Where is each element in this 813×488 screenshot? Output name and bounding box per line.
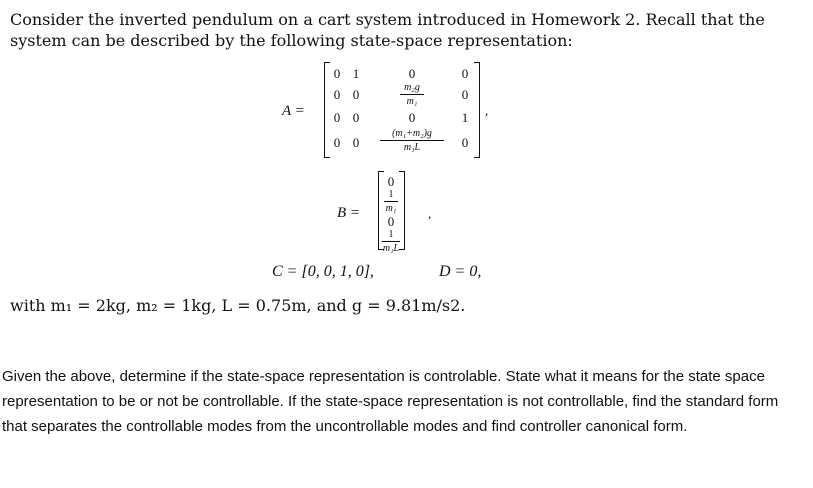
a23-fraction-bar [400,94,424,95]
a43-numerator: (m₁+m₂)g [392,128,432,139]
a41: 0 [333,135,341,150]
a44: 0 [461,135,469,150]
b3: 0 [387,214,395,229]
a43-fraction-bar [380,140,444,141]
a43-denominator: m₁L [403,142,421,153]
a21: 0 [333,87,341,102]
a43-fraction [374,128,450,153]
a22: 0 [352,87,360,102]
matrix-a-comma: , [485,103,489,118]
b4-fraction-bar [382,241,400,242]
matrix-a-right-bracket [474,62,480,158]
question-paragraph: Given the above, determine if the state-space representation is controlable. State what it means for the state space representation to be or not be controllable. If the state-space representation is not controllable, find the standard form that separates the controllable modes from the uncontrollable modes and find controller canonical form. [2,368,779,435]
a32: 0 [352,110,360,125]
matrix-a-label: A = [282,103,305,119]
a24: 0 [461,87,469,102]
matrix-b-label: B = [337,205,361,221]
intro-paragraph: Consider the inverted pendulum on a cart system introduced in Homework 2. Recall that the system can be described by the following state-space representation: [10,10,765,50]
b4-numerator: 1 [388,229,394,240]
a23-fraction [390,82,434,107]
matrix-b-comma: , [428,206,432,221]
b4-denominator: m₁L [382,243,400,254]
c-equation: C = [0, 0, 1, 0], [272,263,374,280]
b2-fraction-bar [384,201,398,202]
b4-fraction [380,229,402,254]
a12: 1 [352,66,360,81]
parameters-line: with m₁ = 2kg, m₂ = 1kg, L = 0.75m, and g = 9.81m/s2. [10,296,466,315]
matrix-a-left-bracket [324,62,330,158]
b2-fraction [380,189,402,214]
a11: 0 [333,66,341,81]
b2-numerator: 1 [388,189,394,200]
a31: 0 [333,110,341,125]
a23-numerator: m₂g [404,82,420,93]
a42: 0 [352,135,360,150]
b2-denominator: m₁ [385,203,397,214]
a33: 0 [408,110,416,125]
a13: 0 [408,66,416,81]
a14: 0 [461,66,469,81]
d-equation: D = 0, [439,263,482,280]
b1: 0 [387,174,395,189]
a23-denominator: m₁ [406,96,418,107]
a34: 1 [461,110,469,125]
